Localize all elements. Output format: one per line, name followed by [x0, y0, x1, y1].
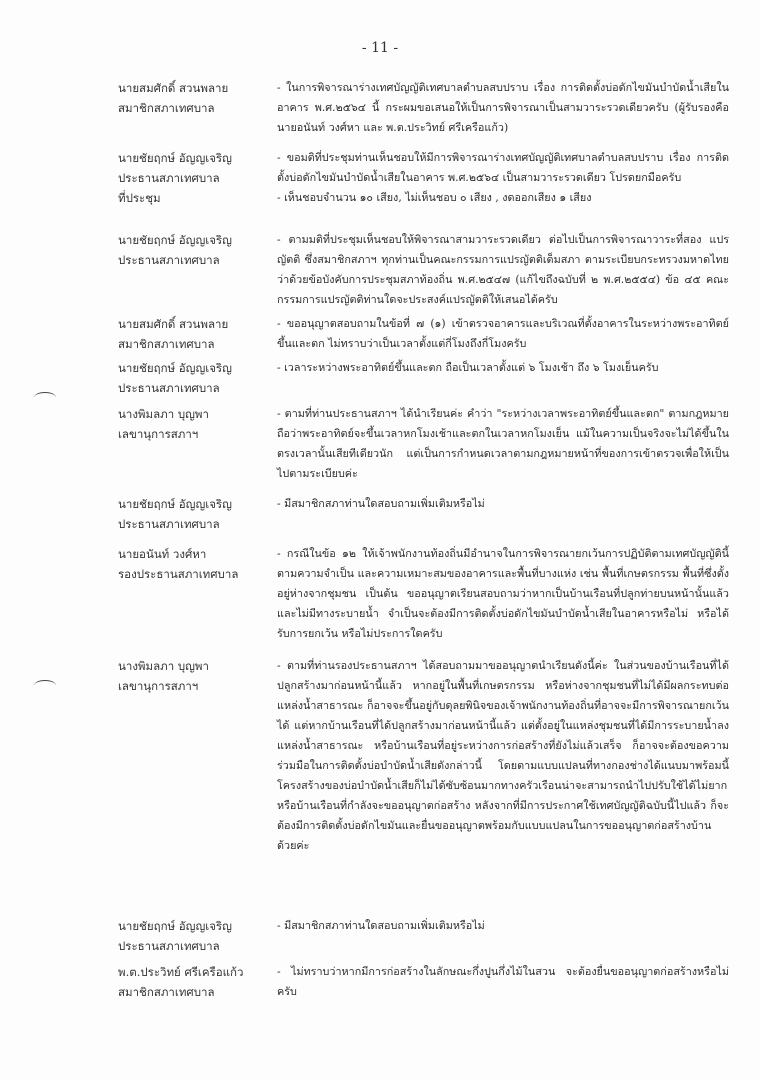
speech-text: - ไม่ทราบว่าหากมีการก่อสร้างในลักษณะกึ่งปูนกึ่งไม้ในสวน จะต้องยื่นขออนุญาตก่อสร้างหรือไม่ครับ: [277, 965, 729, 998]
speaker-name: นายอนันท์ วงศ์หา รองประธานสภาเทศบาล: [118, 547, 239, 581]
speaker-name: นางพิมลภา บุญพา เลขานุการสภาฯ: [118, 407, 209, 441]
punch-hole-mark-upper: [34, 392, 56, 403]
speech-text: - ในการพิจารณาร่างเทศบัญญัติเทศบาลตำบลสบปราบ เรื่อง การติดตั้งบ่อดักไขมันบำบัดน้ำเสียในอาคาร พ.ศ.๒๕๖๔ นี้ กระผมขอเสนอให้เป็นการพิจารณาเป็นสามวาระรวดเดียวครับ (ผู้รับรองคือ นายอนันท์ วงศ์หา และ พ.ต.ประวิทย์ ศรีเครือแก้ว): [277, 81, 729, 134]
speaker-name: นายสมศักดิ์ สวนพลาย สมาชิกสภาเทศบาล: [118, 81, 229, 115]
page-number: - 11 -: [361, 40, 399, 56]
speech-text: - เวลาระหว่างพระอาทิตย์ขึ้นและตก ถือเป็นเวลาตั้งแต่ ๖ โมงเช้า ถึง ๖ โมงเย็นครับ: [277, 361, 659, 374]
speech-text: - กรณีในข้อ ๑๒ ให้เจ้าพนักงานท้องถิ่นมีอำนาจในการพิจารณายกเว้นการปฏิบัติตามเทศบัญญัตินี้ตามความจำเป็น และความเหมาะสมของอาคารและพื้นที่บางแห่ง เช่น พื้นที่เกษตรกรรม พื้นที่ซึ่งตั้งอยู่ห่างจากชุมชน เป็นต้น ขออนุญาตเรียนสอบถามว่าหากเป็นบ้านเรือนที่ปลูกท่ายบนหน้านั้นแล้วและไม่มีทางระบายน้ำ จำเป็นจะต้องมีการติดตั้งบ่อดักไขมันบำบัดน้ำเสียในอาคารหรือไม่ หรือได้รับการยกเว้น หรือไม่ประการใดครับ: [277, 547, 729, 640]
speaker-name: นางพิมลภา บุญพา เลขานุการสภาฯ: [118, 659, 209, 693]
speech-text: - ตามที่ท่านรองประธานสภาฯ ได้สอบถามมาขออนุญาตนำเรียนดังนี้ค่ะ ในส่วนของบ้านเรือนที่ได้ปลูกสร้างมาก่อนหน้านี้แล้ว หากอยู่ในพื้นที่เกษตรกรรม หรือห่างจากชุมชนที่ไม่ได้มีผลกระทบต่อแหล่งน้ำสาธารณะ ก็อาจจะขึ้นอยู่กับดุลยพินิจของเจ้าพนักงานท้องถิ่นที่อาจจะมีการพิจารณายกเว้นได้ แต่หากบ้านเรือนที่ได้ปลูกสร้างมาก่อนหน้านี้แล้ว แต่ตั้งอยู่ในแหล่งชุมชนที่ได้มีการระบายน้ำลงแหล่งน้ำสาธารณะ หรือบ้านเรือนที่อยู่ระหว่างการก่อสร้างที่ยังไม่แล้วเสร็จ ก็อาจจะต้องขอความร่วมมือในการติดตั้งบ่อบำบัดน้ำเสียดังกล่าวนี้ โดยตามแบบแปลนที่ทางกองช่างได้แนบมาพร้อมนี้ โครงสร้างของบ่อบำบัดน้ำเสียก็ไม่ได้ซับซ้อนมากทางครัวเรือนน่าจะสามารถนำไปปรับใช้ได้ไม่ยาก หรือบ้านเรือนที่กำลังจะขออนุญาตก่อสร้าง หลังจากที่มีการประกาศใช้เทศบัญญัติฉบับนี้ไปแล้ว ก็จะต้องมีการติดตั้งบ่อดักไขมันและยื่นขออนุญาตพร้อมกับแบบแปลนในการขออนุญาตก่อสร้างบ้านด้วยค่ะ: [277, 659, 729, 852]
speech-text: - มีสมาชิกสภาท่านใดสอบถามเพิ่มเติมหรือไม่: [277, 919, 485, 932]
speech-text: - ตามที่ท่านประธานสภาฯ ได้นำเรียนค่ะ คำว่า "ระหว่างเวลาพระอาทิตย์ขึ้นและตก" ตามกฎหมายถือว่าพระอาทิตย์จะขึ้นเวลาหกโมงเช้าและตกในเวลาหกโมงเย็น แม้ในความเป็นจริงจะไม่ได้ขึ้นในตรงเวลานั้นเสียทีเดียวนัก แต่เป็นการกำหนดเวลาตามกฎหมายหน้าที่ของการเข้าตรวจเพื่อให้เป็นไปตามระเบียบค่ะ: [277, 407, 729, 480]
speaker-name: นายชัยฤกษ์ อัญญเจริญ ประธานสภาเทศบาล ที่ประชุม: [118, 151, 232, 205]
speaker-name: นายชัยฤกษ์ อัญญเจริญ ประธานสภาเทศบาล: [118, 497, 232, 531]
speaker-name: นายสมศักดิ์ สวนพลาย สมาชิกสภาเทศบาล: [118, 317, 229, 351]
speaker-name: นายชัยฤกษ์ อัญญเจริญ ประธานสภาเทศบาล: [118, 233, 232, 267]
speech-text: - ขอมติที่ประชุมท่านเห็นชอบให้มีการพิจารณาร่างเทศบัญญัติเทศบาลตำบลสบปราบ เรื่อง การติดตั้งบ่อดักไขมันบำบัดน้ำเสียในอาคาร พ.ศ.๒๕๖๔ เป็นสามวาระรวดเดียว โปรดยกมือครับ - เห็นชอบจำนวน ๑๐ เสียง, ไม่เห็นชอบ ๐ เสียง , งดออกเสียง ๑ เสียง: [277, 151, 729, 204]
speaker-name: พ.ต.ประวิทย์ ศรีเครือแก้ว สมาชิกสภาเทศบาล: [118, 965, 244, 999]
speech-text: - ขออนุญาตสอบถามในข้อที่ ๗ (๑) เข้าตรวจอาคารและบริเวณที่ตั้งอาคารในระหว่างพระอาทิตย์ขึ้นและตก ไม่ทราบว่าเป็นเวลาตั้งแต่กี่โมงถึงกี่โมงครับ: [277, 317, 729, 350]
speaker-name: นายชัยฤกษ์ อัญญเจริญ ประธานสภาเทศบาล: [118, 919, 232, 953]
speaker-name: นายชัยฤกษ์ อัญญเจริญ ประธานสภาเทศบาล: [118, 361, 232, 395]
punch-hole-mark-lower: [34, 680, 56, 691]
speech-text: - ตามมติที่ประชุมเห็นชอบให้พิจารณาสามวาระรวดเดียว ต่อไปเป็นการพิจารณาวาระที่สอง แปรญัตติ ซึ่งสมาชิกสภาฯ ทุกท่านเป็นคณะกรรมการแปรญัตติเต็มสภา ตามระเบียบกระทรวงมหาดไทยว่าด้วยข้อบังคับการประชุมสภาท้องถิ่น พ.ศ.๒๕๔๗ (แก้ไขถึงฉบับที่ ๒ พ.ศ.๒๕๕๔) ข้อ ๔๕ คณะกรรมการแปรญัตติท่านใดจะประสงค์แปรญัตติให้เสนอได้ครับ: [277, 233, 729, 306]
speech-text: - มีสมาชิกสภาท่านใดสอบถามเพิ่มเติมหรือไม่: [277, 497, 485, 510]
